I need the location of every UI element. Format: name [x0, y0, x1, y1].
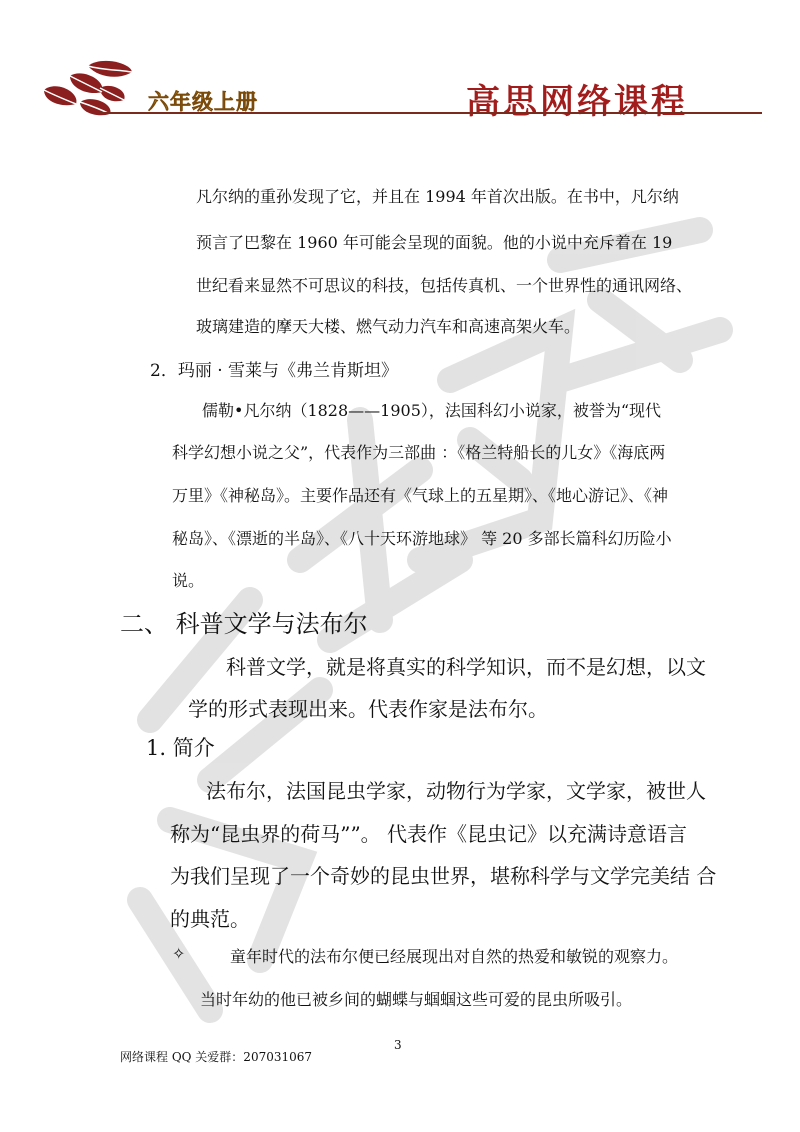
page-number: 3 — [394, 1038, 402, 1052]
coffee-bean-logo-icon — [40, 58, 140, 118]
bullet-line: 当时年幼的他已被乡间的蝴蝶与蝈蝈这些可爱的昆虫所吸引。 — [200, 990, 633, 1009]
paragraph-line: 玻璃建造的摩天大楼、燃气动力汽车和高速高架火车。 — [196, 317, 581, 336]
paragraph-line: 儒勒•凡尔纳（1828——1905），法国科幻小说家，被誉为“现代 — [202, 401, 662, 420]
item-2-title: 2．玛丽 · 雪莱与《弗兰肯斯坦》 — [150, 361, 399, 381]
paragraph-line: 学的形式表现出来。代表作家是法布尔。 — [188, 697, 548, 721]
brand-title: 高思网络课程 — [466, 82, 688, 122]
paragraph-line: 预言了巴黎在 1960 年可能会呈现的面貌。他的小说中充斥着在 19 — [196, 233, 673, 252]
grade-label: 六年级上册 — [148, 90, 258, 114]
section-2-heading: 二、 科普文学与法布尔 — [120, 610, 368, 638]
paragraph-line: 秘岛》、《漂逝的半岛》、《八十天环游地球》 等 20 多部长篇科幻历险小 — [172, 529, 672, 548]
paragraph-line: 世纪看来显然不可思议的科技，包括传真机、一个世界性的通讯网络、 — [196, 276, 693, 295]
bullet-diamond-icon: ✧ — [172, 944, 186, 963]
qq-group-text: 网络课程 QQ 关爱群：207031067 — [120, 1050, 313, 1064]
paragraph-line: 科普文学，就是将真实的科学知识，而不是幻想，以文 — [226, 655, 706, 679]
paragraph-line: 说。 — [172, 571, 205, 590]
paragraph-line: 为我们呈现了一个奇妙的昆虫世界，堪称科学与文学完美结 合 — [170, 864, 717, 888]
paragraph-line: 法布尔，法国昆虫学家，动物行为学家，文学家，被世人 — [206, 779, 706, 803]
paragraph-line: 的典范。 — [170, 907, 250, 931]
paragraph-line: 称为“昆虫界的荷马””。 代表作《昆虫记》以充满诗意语言 — [170, 822, 688, 846]
item-1-title: 1. 简介 — [146, 736, 215, 760]
bullet-line: 童年时代的法布尔便已经展现出对自然的热爱和敏锐的观察力。 — [230, 947, 679, 966]
paragraph-line: 凡尔纳的重孙发现了它，并且在 1994 年首次出版。在书中，凡尔纳 — [196, 187, 679, 206]
paragraph-line: 万里》《神秘岛》。主要作品还有《气球上的五星期》、《地心游记》、《神 — [172, 486, 669, 505]
paragraph-line: 科学幻想小说之父”，代表作为三部曲 ：《格兰特船长的儿女》《海底两 — [172, 443, 666, 462]
header-divider — [100, 112, 762, 114]
